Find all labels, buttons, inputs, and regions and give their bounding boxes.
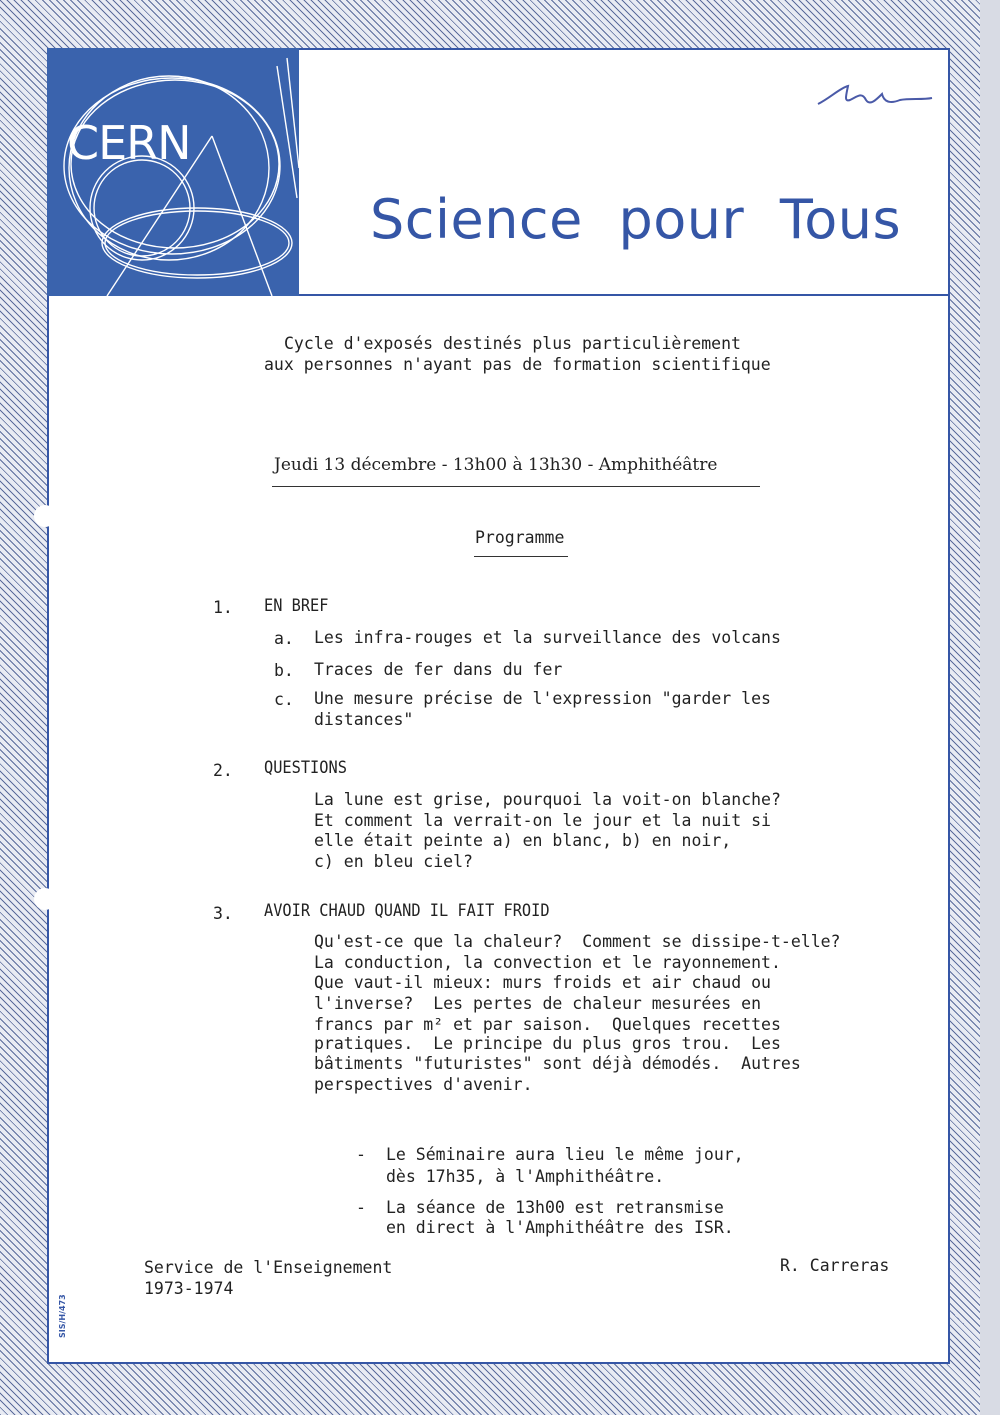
note-2-dash: -: [356, 1198, 366, 1217]
item-c-text-line-2: distances": [314, 710, 414, 729]
section-3-heading: AVOIR CHAUD QUAND IL FAIT FROID: [264, 901, 550, 921]
section-3-line-1: Qu'est-ce que la chaleur? Comment se dissipe-t-elle?: [314, 932, 841, 951]
section-2-line-4: c) en bleu ciel?: [314, 852, 473, 871]
section-1-number: 1.: [213, 598, 233, 617]
event-underline: [272, 486, 760, 487]
item-c-letter: c.: [274, 690, 294, 709]
cern-logo-text: CERN: [67, 116, 191, 170]
note-2-line-2: en direct à l'Amphithéâtre des ISR.: [386, 1218, 734, 1237]
item-b-letter: b.: [274, 661, 294, 680]
item-c-text-line-1: Une mesure précise de l'expression "garder les: [314, 689, 771, 708]
handwritten-initials-icon: [810, 78, 950, 118]
document-reference-stamp: SIS/H/473: [58, 1294, 67, 1338]
section-2-line-2: Et comment la verrait-on le jour et la nuit si: [314, 811, 771, 830]
intro-line-2: aux personnes n'ayant pas de formation scientifique: [264, 355, 771, 374]
page-edge-shadow: [980, 0, 1000, 1415]
event-date-line: Jeudi 13 décembre - 13h00 à 13h30 - Amphithéâtre: [274, 455, 718, 475]
programme-underline: [474, 556, 568, 557]
section-3-line-8: perspectives d'avenir.: [314, 1075, 533, 1094]
page-title: Science pour Tous: [370, 188, 902, 251]
item-a-text: Les infra-rouges et la surveillance des volcans: [314, 628, 781, 647]
note-1-line-1: Le Séminaire aura lieu le même jour,: [386, 1145, 744, 1164]
footer-years: 1973-1974: [144, 1279, 234, 1298]
note-2-line-1: La séance de 13h00 est retransmise: [386, 1198, 724, 1217]
header-divider: [299, 294, 950, 296]
section-3-line-5: francs par m² et par saison. Quelques recettes: [314, 1015, 781, 1034]
punch-hole-top: [34, 505, 56, 527]
note-1-dash: -: [356, 1145, 366, 1164]
section-3-line-4: l'inverse? Les pertes de chaleur mesurées en: [314, 994, 762, 1013]
cern-logo-rings-icon: [47, 48, 299, 296]
item-b-text: Traces de fer dans du fer: [314, 660, 563, 679]
section-2-heading: QUESTIONS: [264, 758, 347, 778]
section-2-number: 2.: [213, 761, 233, 780]
section-3-line-3: Que vaut-il mieux: murs froids et air chaud ou: [314, 973, 771, 992]
section-3-line-7: bâtiments "futuristes" sont déjà démodés. Autres: [314, 1054, 801, 1073]
section-3-number: 3.: [213, 904, 233, 923]
intro-line-1: Cycle d'exposés destinés plus particulièrement: [284, 334, 741, 353]
cern-logo-block: [47, 48, 299, 296]
section-1-heading: EN BREF: [264, 596, 329, 616]
section-3-line-6: pratiques. Le principe du plus gros trou. Les: [314, 1034, 781, 1053]
programme-heading: Programme: [475, 528, 565, 547]
item-a-letter: a.: [274, 629, 294, 648]
punch-hole-bottom: [34, 888, 56, 910]
footer-author: R. Carreras: [780, 1256, 890, 1275]
section-3-line-2: La conduction, la convection et le rayonnement.: [314, 953, 781, 972]
note-1-line-2: dès 17h35, à l'Amphithéâtre.: [386, 1167, 665, 1186]
section-2-line-1: La lune est grise, pourquoi la voit-on blanche?: [314, 790, 781, 809]
section-2-line-3: elle était peinte a) en blanc, b) en noir,: [314, 831, 732, 850]
footer-service: Service de l'Enseignement: [144, 1258, 393, 1277]
